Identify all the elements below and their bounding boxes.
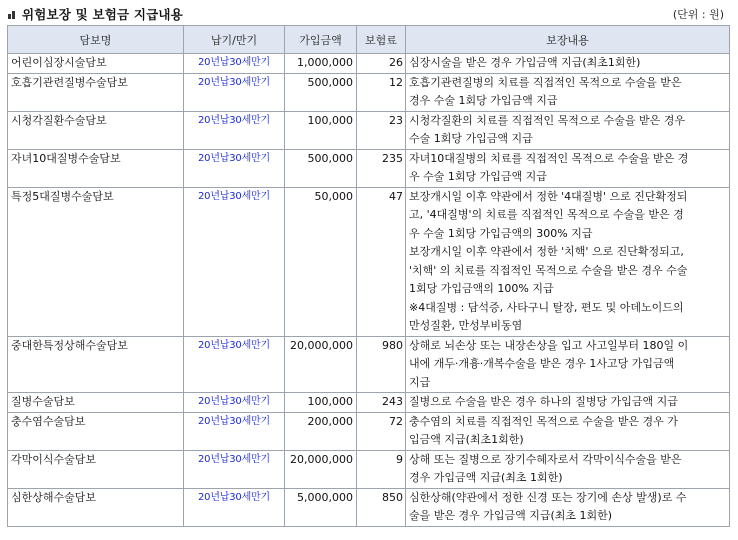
table-row bbox=[8, 450, 730, 488]
coverage-name-cell: 특정5대질병수술담보 bbox=[8, 187, 184, 336]
period-cell: 20년납30세만기 bbox=[184, 450, 285, 488]
table-row bbox=[8, 488, 730, 526]
period-cell: 20년납30세만기 bbox=[184, 54, 285, 74]
premium-cell: 9 bbox=[357, 450, 406, 488]
premium-cell: 243 bbox=[357, 393, 406, 413]
coverage-desc-cell bbox=[406, 488, 730, 526]
table-row bbox=[8, 393, 730, 413]
premium-cell: 980 bbox=[357, 336, 406, 393]
column-header-desc: 보장내용 bbox=[406, 26, 730, 54]
section-header bbox=[6, 4, 728, 24]
amount-cell: 20,000,000 bbox=[285, 336, 357, 393]
coverage-desc-line: 지급 bbox=[409, 375, 431, 389]
table-body bbox=[8, 54, 730, 527]
coverage-name-cell: 자녀10대질병수술담보 bbox=[8, 149, 184, 187]
period-cell: 20년납30세만기 bbox=[184, 336, 285, 393]
coverage-desc-cell bbox=[406, 149, 730, 187]
period-cell: 20년납30세만기 bbox=[184, 393, 285, 413]
amount-cell: 200,000 bbox=[285, 412, 357, 450]
coverage-desc-line: 고, '4대질병'의 치료를 직접적인 목적으로 수술을 받은 경 bbox=[409, 208, 684, 221]
coverage-desc-line: 심한상해(약관에서 정한 신경 또는 장기에 손상 발생)로 수 bbox=[409, 490, 687, 504]
period-cell: 20년납30세만기 bbox=[184, 488, 285, 526]
amount-cell: 50,000 bbox=[285, 187, 357, 336]
column-header-period: 납기/만기 bbox=[184, 26, 285, 54]
coverage-desc-line: 만성질환, 만성부비동염 bbox=[409, 319, 523, 332]
table-row bbox=[8, 54, 730, 74]
column-header-amount: 가입금액 bbox=[285, 26, 357, 54]
section-title: 위험보장 및 보험금 지급내용 bbox=[22, 7, 183, 22]
coverage-desc-line: 자녀10대질병의 치료를 직접적인 목적으로 수술을 받은 경 bbox=[409, 151, 689, 165]
coverage-desc-cell bbox=[406, 73, 730, 111]
premium-cell: 235 bbox=[357, 149, 406, 187]
premium-cell: 47 bbox=[357, 187, 406, 336]
table-row bbox=[8, 412, 730, 450]
coverage-desc-cell bbox=[406, 450, 730, 488]
premium-cell: 72 bbox=[357, 412, 406, 450]
coverage-desc-line: 수술 1회당 가입금액 지급 bbox=[409, 132, 533, 145]
table-row bbox=[8, 73, 730, 111]
coverage-desc-line: 충수염의 치료를 직접적인 목적으로 수술을 받은 경우 가 bbox=[409, 414, 678, 428]
coverage-desc-cell bbox=[406, 393, 730, 413]
premium-cell: 12 bbox=[357, 73, 406, 111]
amount-cell: 500,000 bbox=[285, 73, 357, 111]
amount-cell: 20,000,000 bbox=[285, 450, 357, 488]
coverage-desc-line: 1회당 가입금액의 100% 지급 bbox=[409, 282, 554, 295]
table-row bbox=[8, 187, 730, 336]
coverage-desc-line: 경우 수술 1회당 가입금액 지급 bbox=[409, 94, 558, 107]
coverage-name-cell: 심한상해수술담보 bbox=[8, 488, 184, 526]
amount-cell: 5,000,000 bbox=[285, 488, 357, 526]
coverage-desc-cell bbox=[406, 54, 730, 74]
coverage-desc-line: 상해로 뇌손상 또는 내장손상을 입고 사고일부터 180일 이 bbox=[409, 338, 689, 352]
period-cell: 20년납30세만기 bbox=[184, 187, 285, 336]
coverage-desc-line: '치핵' 의 치료를 직접적인 목적으로 수술을 받은 경우 수술 bbox=[409, 263, 688, 277]
coverage-desc-line: 질병으로 수술을 받은 경우 하나의 질병당 가입금액 지급 bbox=[409, 395, 678, 408]
coverage-desc-line: 입금액 지급(최초1회한) bbox=[409, 433, 524, 446]
amount-cell: 500,000 bbox=[285, 149, 357, 187]
unit-label: (단위 : 원) bbox=[672, 8, 724, 21]
coverage-desc-line: 경우 가입금액 지급(최초 1회한) bbox=[409, 471, 563, 484]
coverage-table bbox=[7, 25, 730, 527]
coverage-desc-cell bbox=[406, 187, 730, 336]
coverage-desc-cell bbox=[406, 336, 730, 393]
table-header-row bbox=[8, 26, 730, 54]
period-cell: 20년납30세만기 bbox=[184, 412, 285, 450]
amount-cell: 1,000,000 bbox=[285, 54, 357, 74]
premium-cell: 850 bbox=[357, 488, 406, 526]
coverage-desc-line: 상해 또는 질병으로 장기수혜자로서 각막이식수술을 받은 bbox=[409, 452, 682, 466]
column-header-premium: 보험료 bbox=[357, 26, 406, 54]
coverage-desc-line: ※4대질병 : 담석증, 사타구니 탈장, 편도 및 아데노이드의 bbox=[409, 300, 684, 314]
premium-cell: 26 bbox=[357, 54, 406, 74]
coverage-desc-line: 심장시술을 받은 경우 가입금액 지급(최초1회한) bbox=[409, 56, 641, 69]
coverage-name-cell: 각막이식수술담보 bbox=[8, 450, 184, 488]
coverage-desc-line: 호흡기관련질병의 치료를 직접적인 목적으로 수술을 받은 bbox=[409, 75, 682, 89]
table-row bbox=[8, 149, 730, 187]
amount-cell: 100,000 bbox=[285, 111, 357, 149]
coverage-desc-line: 내에 개두·개흉·개복수술을 받은 경우 1사고당 가입금액 bbox=[409, 357, 675, 370]
coverage-name-cell: 어린이심장시술담보 bbox=[8, 54, 184, 74]
coverage-name-cell: 호흡기관련질병수술담보 bbox=[8, 73, 184, 111]
coverage-name-cell: 질병수술담보 bbox=[8, 393, 184, 413]
premium-cell: 23 bbox=[357, 111, 406, 149]
coverage-desc-line: 보장개시일 이후 약관에서 정한 '4대질병' 으로 진단확정되 bbox=[409, 189, 688, 203]
coverage-name-cell: 중대한특정상해수술담보 bbox=[8, 336, 184, 393]
amount-cell: 100,000 bbox=[285, 393, 357, 413]
coverage-desc-cell bbox=[406, 111, 730, 149]
coverage-desc-line: 술을 받은 경우 가입금액 지급(최초 1회한) bbox=[409, 509, 613, 522]
table-row bbox=[8, 111, 730, 149]
coverage-name-cell: 시청각질환수술담보 bbox=[8, 111, 184, 149]
period-cell: 20년납30세만기 bbox=[184, 149, 285, 187]
coverage-desc-line: 우 수술 1회당 가입금액 지급 bbox=[409, 170, 547, 183]
coverage-desc-cell bbox=[406, 412, 730, 450]
section-bullet-icon bbox=[8, 11, 16, 19]
coverage-desc-line: 보장개시일 이후 약관에서 정한 '치핵' 으로 진단확정되고, bbox=[409, 245, 684, 258]
coverage-desc-line: 시청각질환의 치료를 직접적인 목적으로 수술을 받은 경우 bbox=[409, 113, 686, 127]
column-header-name: 담보명 bbox=[8, 26, 184, 54]
coverage-name-cell: 충수염수술담보 bbox=[8, 412, 184, 450]
period-cell: 20년납30세만기 bbox=[184, 73, 285, 111]
coverage-desc-line: 우 수술 1회당 가입금액의 300% 지급 bbox=[409, 226, 593, 240]
period-cell: 20년납30세만기 bbox=[184, 111, 285, 149]
table-row bbox=[8, 336, 730, 393]
